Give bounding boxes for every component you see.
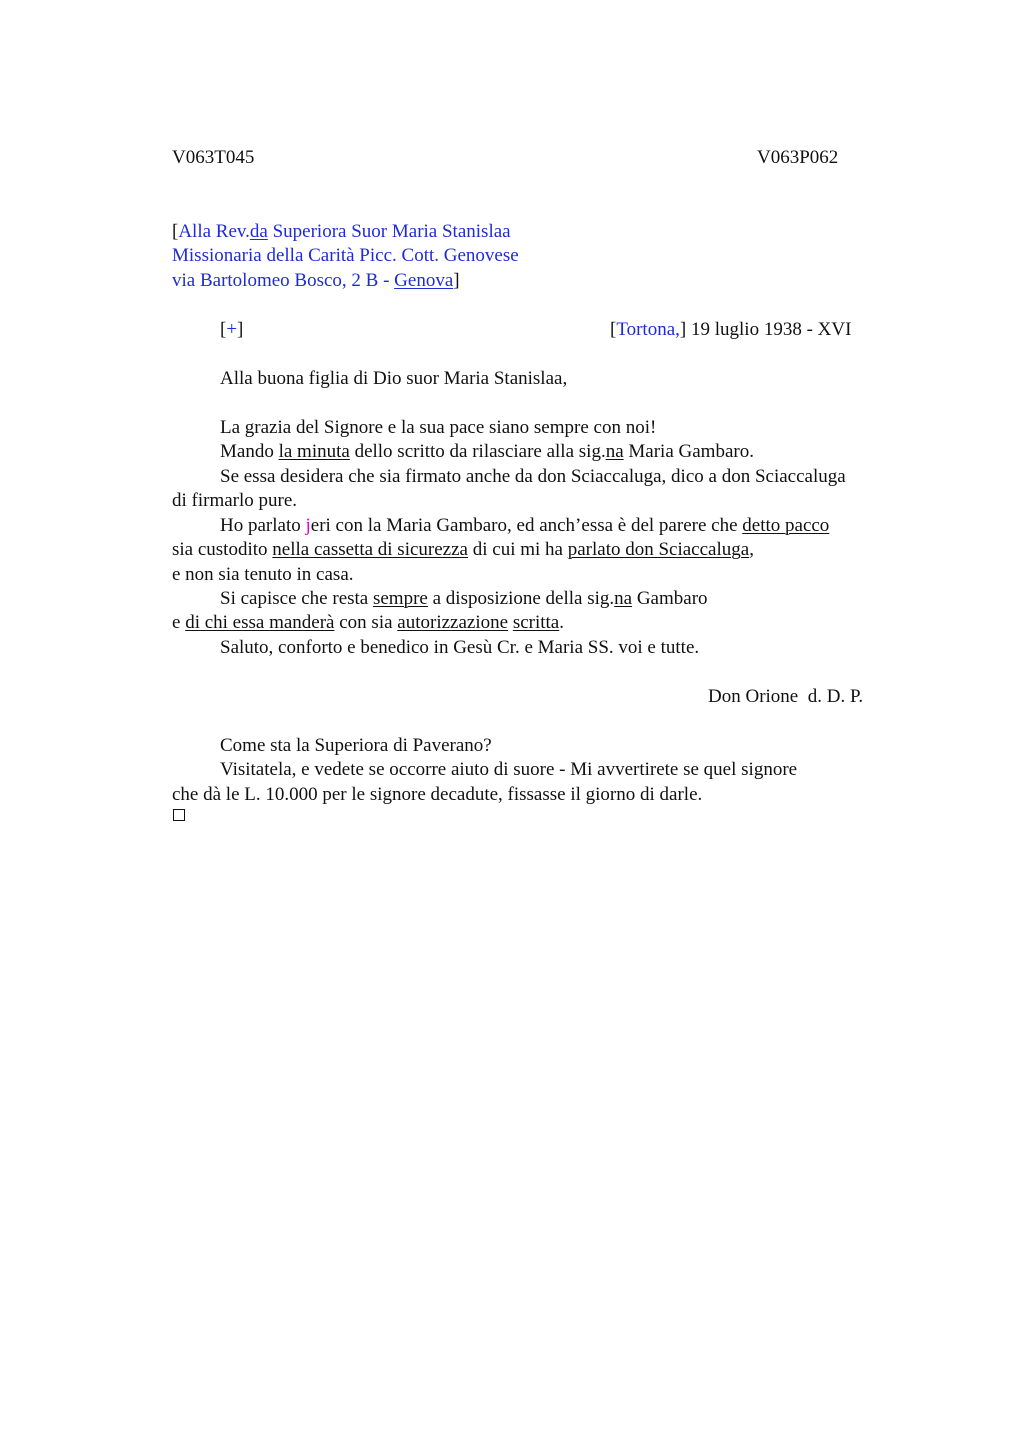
address-line-3 [172, 269, 460, 293]
body-paragraph-4-line-3: e non sia tenuto in casa. [172, 564, 354, 585]
body-paragraph-2: Mando la minuta dello scritto da rilasciare alla sig.na Maria Gambaro. [220, 441, 754, 462]
body-paragraph-5-line-2: e di chi essa manderà con sia autorizzazione scritta. [172, 612, 564, 633]
address-line-2: Missionaria della Carità Picc. Cott. Genovese [172, 245, 519, 266]
salutation: Alla buona figlia di Dio suor Maria Stanislaa, [220, 368, 568, 389]
postscript-line-3: che dà le L. 10.000 per le signore decadute, fissasse il giorno di darle. [172, 784, 703, 805]
highlighted-letter: j [305, 515, 311, 536]
postscript-line-2: Visitatela, e vedete se occorre aiuto di suore - Mi avvertirete se quel signore [220, 759, 798, 780]
document-code-right: V063P062 [757, 147, 839, 168]
address-street: via Bartolomeo Bosco, 2 B - [172, 270, 395, 291]
body-paragraph-4-line-2: sia custodito nella cassetta di sicurezza di cui mi ha parlato don Sciaccaluga, [172, 539, 754, 560]
dateline-place: Tortona, [616, 319, 680, 340]
address-recipient-title: Alla Rev. [178, 221, 250, 242]
postscript-line-1: Come sta la Superiora di Paverano? [220, 735, 492, 756]
document-code-left: V063T045 [172, 147, 255, 168]
dateline-date: 19 luglio 1938 - XVI [686, 319, 852, 340]
address-city: Genova [394, 270, 454, 291]
address-recipient-name: Superiora Suor Maria Stanislaa [267, 221, 511, 242]
body-paragraph-1: La grazia del Signore e la sua pace siano sempre con noi! [220, 417, 657, 438]
address-recipient-title-underlined: da [249, 221, 268, 242]
bracket-open: [ [172, 221, 179, 242]
dateline: [Tortona,] 19 luglio 1938 - XVI [610, 319, 852, 340]
cross-mark: [+] [220, 319, 244, 340]
body-paragraph-5-line-1: Si capisce che resta sempre a disposizione della sig.na Gambaro [220, 588, 708, 609]
end-square-icon [173, 809, 185, 821]
body-paragraph-3-line-2: di firmarlo pure. [172, 490, 298, 511]
body-paragraph-3-line-1: Se essa desidera che sia firmato anche da don Sciaccaluga, dico a don Sciaccaluga [220, 466, 846, 487]
signature: Don Orione d. D. P. [708, 686, 864, 707]
bracket-close: ] [453, 270, 460, 291]
body-paragraph-6: Saluto, conforto e benedico in Gesù Cr. e Maria SS. voi e tutte. [220, 637, 700, 658]
address-line-1 [172, 220, 511, 244]
body-paragraph-4-line-1: Ho parlato jeri con la Maria Gambaro, ed anch’essa è del parere che detto pacco [220, 515, 830, 536]
